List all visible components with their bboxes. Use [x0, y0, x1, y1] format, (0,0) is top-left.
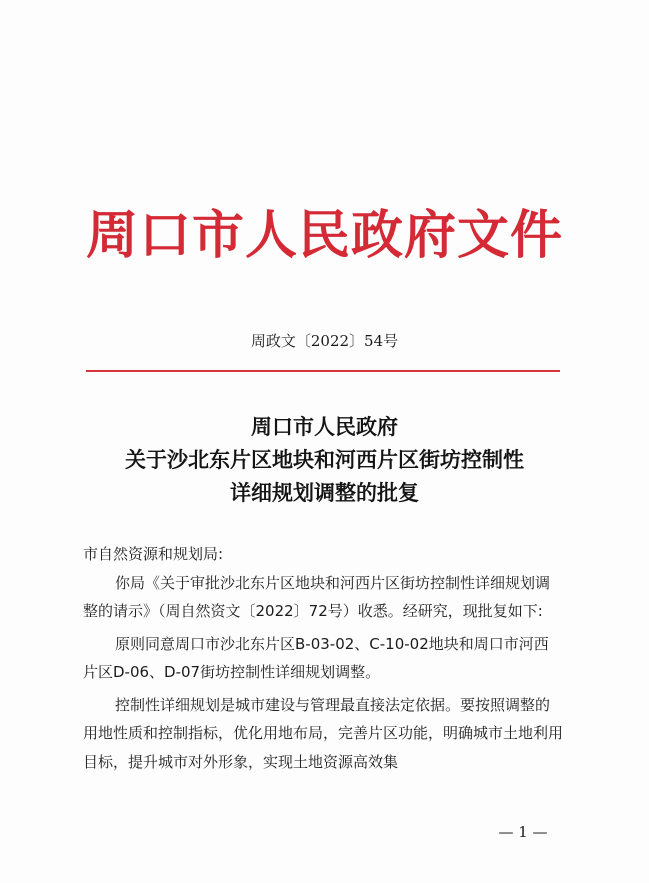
title-line-1: 周口市人民政府	[251, 414, 398, 439]
title-line-3: 详细规划调整的批复	[230, 480, 419, 505]
document-body	[83, 540, 563, 780]
body-paragraph-3: 控制性详细规划是城市建设与管理最直接法定依据。要按照调整的用地性质和控制指标，优化用地布局，完善片区功能，明确城市土地利用目标，提升城市对外形象，实现土地资源高效集	[83, 695, 564, 771]
body-paragraph-1: 你局《关于审批沙北东片区地块和河西片区街坊控制性详细规划调整的请示》（周自然资文〔2022〕72号）收悉。经研究，现批复如下:	[83, 573, 551, 620]
document-title	[0, 410, 649, 509]
page-number: — 1 —	[498, 823, 548, 841]
body-paragraph-2: 原则同意周口市沙北东片区B-03-02、C-10-02地块和周口市河西片区D-06、D-07街坊控制性详细规划调整。	[83, 634, 549, 681]
header-red-rule	[86, 370, 560, 372]
salutation: 市自然资源和规划局:	[83, 545, 224, 563]
title-line-2: 关于沙北东片区地块和河西片区街坊控制性	[125, 447, 524, 472]
document-number: 周政文〔2022〕54号	[250, 332, 399, 350]
document-header-title: 周口市人民政府文件	[85, 205, 563, 266]
